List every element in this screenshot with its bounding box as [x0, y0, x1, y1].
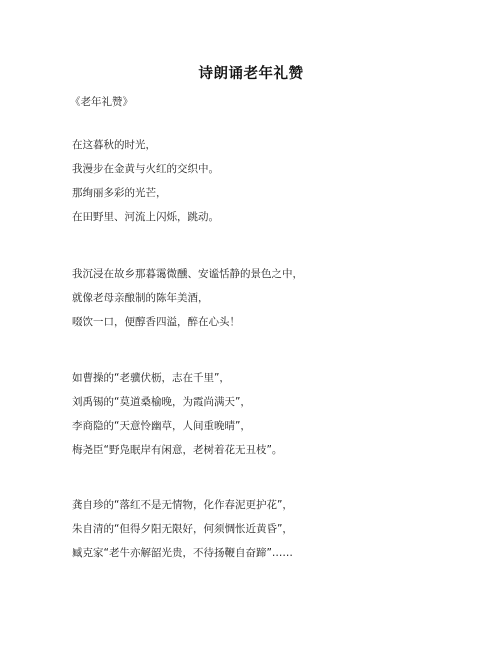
poem-title: 诗朗诵老年礼赞	[198, 66, 304, 82]
poem-line: 龚自珍的“落红不是无情物，化作春泥更护花”，	[72, 499, 293, 511]
poem-line: 我漫步在金黄与火红的交织中。	[72, 163, 219, 175]
poem-subtitle: 《老年礼赞》	[70, 96, 133, 108]
poem-line: 那绚丽多彩的光芒，	[72, 187, 167, 199]
poem-line: 就像老母亲酿制的陈年美酒，	[72, 292, 209, 304]
poem-line: 在这暮秋的时光，	[72, 139, 156, 151]
poem-line: 我沉浸在故乡那暮霭微醺、安谧恬静的景色之中，	[72, 268, 303, 280]
poem-line: 李商隐的“天意怜幽草，人间重晚晴”，	[72, 420, 251, 432]
poem-line: 臧克家“老牛亦解韶光贵，不待扬鞭自奋蹄”……	[72, 547, 293, 559]
poem-line: 如曹操的“老骥伏枥，志在千里”，	[72, 372, 230, 384]
poem-line: 在田野里、河流上闪烁，跳动。	[72, 211, 219, 223]
poem-line: 刘禹锡的“莫道桑榆晚，为霞尚满天”，	[72, 396, 251, 408]
poem-line: 梅尧臣“野凫眠岸有闲意，老树着花无丑枝”。	[72, 444, 283, 456]
poem-line: 朱自清的“但得夕阳无限好，何须惆怅近黄昏”，	[72, 523, 293, 535]
poem-line: 啜饮一口，便醇香四溢，醉在心头！	[72, 316, 240, 328]
